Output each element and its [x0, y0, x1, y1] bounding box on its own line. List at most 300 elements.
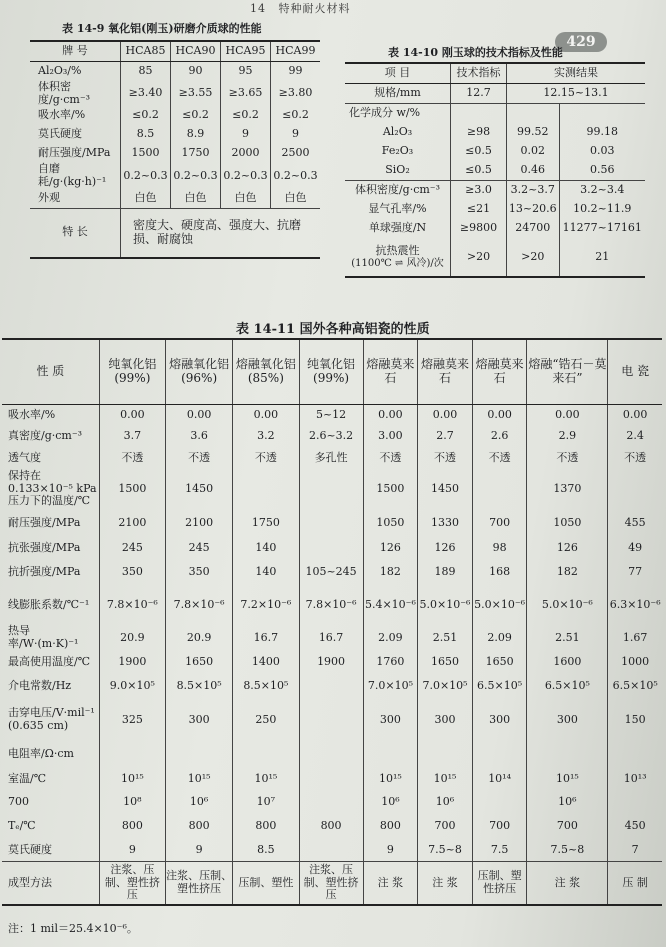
cell — [299, 509, 363, 537]
cell: 10¹⁵ — [527, 767, 608, 791]
cell: 注浆、压制、塑性挤压 — [99, 862, 165, 906]
cell: 2.51 — [418, 625, 473, 651]
thermal-label-line1: 抗热震性 — [375, 243, 420, 257]
cell: 0.56 — [559, 161, 645, 181]
cell: ≤0.5 — [451, 161, 507, 181]
cell: 5.4×10⁻⁶ — [363, 585, 418, 625]
cell: 不透 — [527, 447, 608, 469]
cell: 8.5×10⁵ — [165, 673, 232, 699]
cell: 0.00 — [418, 405, 473, 426]
cell: 2.4 — [608, 425, 662, 447]
cell: 700 — [472, 509, 527, 537]
cell: 7.8×10⁻⁶ — [299, 585, 363, 625]
table-row — [2, 699, 662, 741]
cell: 455 — [608, 509, 662, 537]
table-row — [345, 142, 645, 161]
cell: 5.0×10⁻⁶ — [472, 585, 527, 625]
table-row — [2, 741, 662, 767]
cell: 0.2~0.3 — [271, 163, 321, 188]
row-label: 透气度 — [8, 450, 41, 464]
table-header-row — [30, 41, 320, 62]
table-row — [2, 469, 662, 509]
cell: 300 — [527, 699, 608, 741]
cell: 300 — [472, 699, 527, 741]
table-row — [30, 163, 320, 188]
cell: 3.2~3.7 — [507, 181, 560, 201]
table-row — [2, 767, 662, 791]
cell: 0.2~0.3 — [221, 163, 271, 188]
cell: 12.7 — [451, 84, 507, 104]
cell: 0.00 — [233, 405, 299, 426]
row-label: 700 — [8, 794, 29, 808]
cell: 2.9 — [527, 425, 608, 447]
cell: 0.00 — [165, 405, 232, 426]
cell: 2500 — [271, 144, 321, 163]
cell: 9 — [363, 839, 418, 862]
cell — [299, 673, 363, 699]
cell: ≤21 — [451, 200, 507, 219]
cell: 49 — [608, 537, 662, 559]
cell: 98 — [472, 537, 527, 559]
header-cell: 电 瓷 — [608, 339, 662, 405]
cell: 245 — [165, 537, 232, 559]
cell: 250 — [233, 699, 299, 741]
table-row — [345, 84, 645, 104]
cell: 0.46 — [507, 161, 560, 181]
cell: 77 — [608, 559, 662, 585]
cell: >20 — [507, 238, 560, 277]
row-label: 室温/℃ — [8, 771, 47, 785]
cell: 140 — [233, 537, 299, 559]
cell: 2.51 — [527, 625, 608, 651]
cell — [608, 741, 662, 767]
cell: 300 — [363, 699, 418, 741]
cell: 150 — [608, 699, 662, 741]
table-row — [2, 813, 662, 839]
table-row — [2, 559, 662, 585]
cell: 7.0×10⁵ — [363, 673, 418, 699]
row-label: 保持在 0.133×10⁻⁵ kPa 压力下的温度/℃ — [8, 469, 97, 508]
cell: 800 — [99, 813, 165, 839]
cell: 1000 — [608, 651, 662, 673]
cell: ≥3.55 — [171, 81, 221, 106]
cell: 1650 — [418, 651, 473, 673]
cell: 126 — [527, 537, 608, 559]
header-cell: 牌 号 — [30, 41, 121, 62]
cell: 不透 — [99, 447, 165, 469]
cell — [608, 469, 662, 509]
header-cell: 项 目 — [345, 63, 451, 84]
row-label: 线膨胀系数/℃⁻¹ — [8, 597, 90, 611]
cell: 800 — [363, 813, 418, 839]
cell: 10⁸ — [99, 791, 165, 813]
table-row — [345, 104, 645, 124]
cell — [299, 699, 363, 741]
row-label: 莫氏硬度 — [8, 842, 52, 856]
table-header-row — [2, 339, 662, 405]
table-row — [2, 405, 662, 426]
cell: 不透 — [472, 447, 527, 469]
cell: 0.00 — [608, 405, 662, 426]
table-row — [2, 791, 662, 813]
cell: 7 — [608, 839, 662, 862]
cell: 245 — [99, 537, 165, 559]
cell — [418, 741, 473, 767]
table-footnote: 注：1 mil＝25.4×10⁻⁶。 — [8, 922, 138, 935]
row-label: Al₂O₃ — [382, 125, 413, 139]
cell: 0.2~0.3 — [171, 163, 221, 188]
cell: 10¹⁴ — [472, 767, 527, 791]
row-label: SiO₂ — [345, 161, 451, 181]
cell — [299, 469, 363, 509]
row-label: 显气孔率/% — [368, 202, 427, 216]
cell — [472, 469, 527, 509]
cell: 10¹⁵ — [165, 767, 232, 791]
cell: 99 — [271, 62, 321, 82]
table-row — [345, 238, 645, 277]
cell: 10¹⁵ — [418, 767, 473, 791]
row-label: 自磨耗/g·(kg·h)⁻¹ — [38, 162, 107, 188]
cell — [559, 104, 645, 124]
row-label: Fe₂O₃ — [381, 144, 414, 158]
cell: 3.7 — [99, 425, 165, 447]
table-14-11-title: 表 14-11 国外各种高铝瓷的性质 — [236, 322, 430, 337]
running-header — [250, 0, 359, 16]
cell: 20.9 — [165, 625, 232, 651]
header-cell: 熔融莫来石 — [418, 339, 473, 405]
cell: 16.7 — [233, 625, 299, 651]
header-cell: HCA85 — [121, 41, 171, 62]
cell: 1750 — [171, 144, 221, 163]
table-row — [30, 62, 320, 82]
cell: 5.0×10⁻⁶ — [418, 585, 473, 625]
cell: 182 — [527, 559, 608, 585]
cell: 99.52 — [507, 123, 560, 142]
cell: 3.6 — [165, 425, 232, 447]
table-row — [30, 189, 320, 209]
row-label: 化学成分 w/% — [349, 106, 421, 120]
cell: 白色 — [171, 189, 221, 209]
row-label: 抗张强度/MPa — [8, 540, 81, 554]
cell: 不透 — [418, 447, 473, 469]
cell: 2.09 — [472, 625, 527, 651]
table-row — [345, 181, 645, 201]
cell: 325 — [99, 699, 165, 741]
table-row — [2, 673, 662, 699]
row-label: 吸水率/% — [8, 407, 56, 421]
cell: 2.6~3.2 — [299, 425, 363, 447]
row-label: 最高使用温度/℃ — [8, 654, 91, 668]
cell: 2.7 — [418, 425, 473, 447]
cell — [233, 469, 299, 509]
cell: 1500 — [99, 469, 165, 509]
table-row — [2, 651, 662, 673]
cell: 105~245 — [299, 559, 363, 585]
cell: 0.00 — [99, 405, 165, 426]
cell: 7.0×10⁵ — [418, 673, 473, 699]
row-label: 体积密度/g·cm⁻³ — [354, 183, 441, 197]
cell: 6.3×10⁻⁶ — [608, 585, 662, 625]
cell: 12.15~13.1 — [507, 84, 646, 104]
cell: 1400 — [233, 651, 299, 673]
cell: 1750 — [233, 509, 299, 537]
cell: 8.5 — [121, 125, 171, 144]
cell: 99.18 — [559, 123, 645, 142]
cell: 450 — [608, 813, 662, 839]
feature-text: 密度大、硬度高、强度大、抗磨损、耐腐蚀 — [121, 208, 321, 258]
cell: 300 — [418, 699, 473, 741]
table-row — [2, 509, 662, 537]
header-cell: HCA90 — [171, 41, 221, 62]
cell: 1330 — [418, 509, 473, 537]
cell: ≤0.5 — [451, 142, 507, 161]
table-row — [2, 625, 662, 651]
cell: 800 — [165, 813, 232, 839]
cell: 1650 — [165, 651, 232, 673]
cell — [233, 741, 299, 767]
cell: 6.5×10⁵ — [527, 673, 608, 699]
cell: 126 — [363, 537, 418, 559]
cell — [363, 741, 418, 767]
cell: 10¹⁵ — [363, 767, 418, 791]
row-label: 外观 — [38, 190, 60, 204]
table-row — [345, 200, 645, 219]
chapter-number: 14 — [250, 2, 266, 15]
cell: 350 — [165, 559, 232, 585]
row-label: 吸水率/% — [38, 108, 86, 122]
cell: 9 — [221, 125, 271, 144]
cell: 不透 — [165, 447, 232, 469]
cell: 168 — [472, 559, 527, 585]
cell: 3.00 — [363, 425, 418, 447]
table-row — [30, 208, 320, 258]
cell: 0.00 — [527, 405, 608, 426]
header-cell: 熔融莫来石 — [472, 339, 527, 405]
cell: 95 — [221, 62, 271, 82]
cell — [299, 791, 363, 813]
row-label: Tₑ/℃ — [8, 818, 36, 832]
cell — [472, 741, 527, 767]
row-label: 莫氏硬度 — [38, 127, 82, 141]
header-cell: 熔融“锆石－莫来石” — [527, 339, 608, 405]
header-cell: HCA95 — [221, 41, 271, 62]
cell: 16.7 — [299, 625, 363, 651]
cell: 300 — [165, 699, 232, 741]
cell: 10⁷ — [233, 791, 299, 813]
cell: 8.5×10⁵ — [233, 673, 299, 699]
cell: 注 浆 — [527, 862, 608, 906]
cell: 700 — [418, 813, 473, 839]
cell: 白色 — [121, 189, 171, 209]
header-cell: 纯氧化铝(99%) — [299, 339, 363, 405]
cell: 800 — [299, 813, 363, 839]
cell: 700 — [527, 813, 608, 839]
cell: 1760 — [363, 651, 418, 673]
row-label: 真密度/g·cm⁻³ — [8, 428, 83, 442]
cell: 10⁶ — [165, 791, 232, 813]
thermal-label-line2: (1100℃ ⇌ 风冷)/次 — [351, 257, 444, 269]
cell: 7.5 — [472, 839, 527, 862]
cell: 2000 — [221, 144, 271, 163]
cell: 7.2×10⁻⁶ — [233, 585, 299, 625]
cell: 注 浆 — [363, 862, 418, 906]
row-label: 抗折强度/MPa — [8, 564, 81, 578]
cell: 7.5~8 — [527, 839, 608, 862]
cell: ≥3.40 — [121, 81, 171, 106]
cell: 10⁶ — [527, 791, 608, 813]
cell — [299, 537, 363, 559]
cell: 1450 — [418, 469, 473, 509]
cell: ≥3.65 — [221, 81, 271, 106]
cell: 126 — [418, 537, 473, 559]
cell: 1900 — [99, 651, 165, 673]
cell: >20 — [451, 238, 507, 277]
cell: 7.8×10⁻⁶ — [99, 585, 165, 625]
cell: 9 — [271, 125, 321, 144]
cell: 压制、塑性挤压 — [472, 862, 527, 906]
cell: 0.2~0.3 — [121, 163, 171, 188]
cell: ≥98 — [451, 123, 507, 142]
cell: 3.2~3.4 — [559, 181, 645, 201]
cell: 压制、塑性 — [233, 862, 299, 906]
cell: ≥3.0 — [451, 181, 507, 201]
row-label: 电阻率/Ω·cm — [8, 746, 74, 760]
cell — [299, 839, 363, 862]
cell: 24700 — [507, 219, 560, 238]
row-label: 单球强度/N — [368, 221, 427, 235]
cell: 白色 — [221, 189, 271, 209]
cell: ≤0.2 — [271, 106, 321, 125]
cell: 不透 — [608, 447, 662, 469]
header-cell: 熔融氧化铝(96%) — [165, 339, 232, 405]
cell: 350 — [99, 559, 165, 585]
cell: 10¹⁵ — [99, 767, 165, 791]
cell: 6.5×10⁵ — [608, 673, 662, 699]
table-14-11 — [2, 338, 662, 906]
table-row — [2, 839, 662, 862]
cell: 10⁶ — [363, 791, 418, 813]
table-row — [345, 219, 645, 238]
cell: 10¹³ — [608, 767, 662, 791]
cell: 20.9 — [99, 625, 165, 651]
row-label: 击穿电压/V·mil⁻¹ (0.635 cm) — [8, 706, 95, 732]
cell: 1050 — [363, 509, 418, 537]
cell: ≥9800 — [451, 219, 507, 238]
cell: 不透 — [233, 447, 299, 469]
table-row — [345, 123, 645, 142]
cell: 5.0×10⁻⁶ — [527, 585, 608, 625]
cell: 800 — [233, 813, 299, 839]
row-label: 成型方法 — [2, 862, 99, 906]
cell: 注 浆 — [418, 862, 473, 906]
header-cell: HCA99 — [271, 41, 321, 62]
table-row — [30, 106, 320, 125]
cell: 注浆、压制、塑性挤压 — [299, 862, 363, 906]
row-label: 耐压强度/MPa — [38, 146, 111, 160]
cell: 9.0×10⁵ — [99, 673, 165, 699]
header-cell: 技术指标 — [451, 63, 507, 84]
cell: 2100 — [99, 509, 165, 537]
cell: 注浆、压制、塑性挤压 — [165, 862, 232, 906]
cell: 1650 — [472, 651, 527, 673]
row-label: 介电常数/Hz — [8, 678, 72, 692]
cell — [165, 741, 232, 767]
cell: 1600 — [527, 651, 608, 673]
cell: 85 — [121, 62, 171, 82]
header-cell: 实测结果 — [507, 63, 646, 84]
row-label: Al₂O₃/% — [38, 64, 82, 78]
cell: 1370 — [527, 469, 608, 509]
cell: 8.9 — [171, 125, 221, 144]
cell: 1050 — [527, 509, 608, 537]
table-row — [30, 125, 320, 144]
cell: 7.5~8 — [418, 839, 473, 862]
row-label: 耐压强度/MPa — [8, 515, 81, 529]
cell: 8.5 — [233, 839, 299, 862]
row-label: 规格/mm — [345, 84, 451, 104]
cell: 2100 — [165, 509, 232, 537]
table-14-10 — [345, 62, 645, 278]
cell: 10.2~11.9 — [559, 200, 645, 219]
cell: 7.8×10⁻⁶ — [165, 585, 232, 625]
table-14-9-title: 表 14-9 氧化铝(刚玉)研磨介质球的性能 — [62, 22, 262, 35]
cell: ≥3.80 — [271, 81, 321, 106]
cell — [99, 741, 165, 767]
header-cell: 性 质 — [2, 339, 99, 405]
cell: 2.6 — [472, 425, 527, 447]
table-header-row — [345, 63, 645, 84]
cell — [608, 791, 662, 813]
cell: 0.03 — [559, 142, 645, 161]
cell — [507, 104, 560, 124]
row-label — [345, 238, 451, 277]
table-row — [2, 447, 662, 469]
row-label: 体积密度/g·cm⁻³ — [38, 80, 91, 106]
cell: 13~20.6 — [507, 200, 560, 219]
table-row — [2, 537, 662, 559]
header-cell: 纯氧化铝(99%) — [99, 339, 165, 405]
cell — [472, 791, 527, 813]
chapter-title: 特种耐火材料 — [278, 2, 351, 15]
table-row — [2, 585, 662, 625]
cell: 压 制 — [608, 862, 662, 906]
cell: 0.00 — [363, 405, 418, 426]
table-row — [345, 161, 645, 181]
cell — [299, 741, 363, 767]
cell: 白色 — [271, 189, 321, 209]
cell: 9 — [165, 839, 232, 862]
cell: 1500 — [363, 469, 418, 509]
table-14-9 — [30, 40, 320, 259]
cell: 1450 — [165, 469, 232, 509]
cell: 不透 — [363, 447, 418, 469]
cell: ≤0.2 — [221, 106, 271, 125]
cell: 10¹⁵ — [233, 767, 299, 791]
cell: 140 — [233, 559, 299, 585]
cell: 2.09 — [363, 625, 418, 651]
cell: 1500 — [121, 144, 171, 163]
cell: 0.02 — [507, 142, 560, 161]
cell: 189 — [418, 559, 473, 585]
table-row — [2, 862, 662, 906]
table-row — [2, 425, 662, 447]
cell: 多孔性 — [299, 447, 363, 469]
cell — [451, 104, 507, 124]
table-row — [30, 81, 320, 106]
cell: 0.00 — [472, 405, 527, 426]
table-14-10-title: 表 14-10 刚玉球的技术指标及性能 — [388, 46, 563, 59]
header-cell: 熔融莫来石 — [363, 339, 418, 405]
